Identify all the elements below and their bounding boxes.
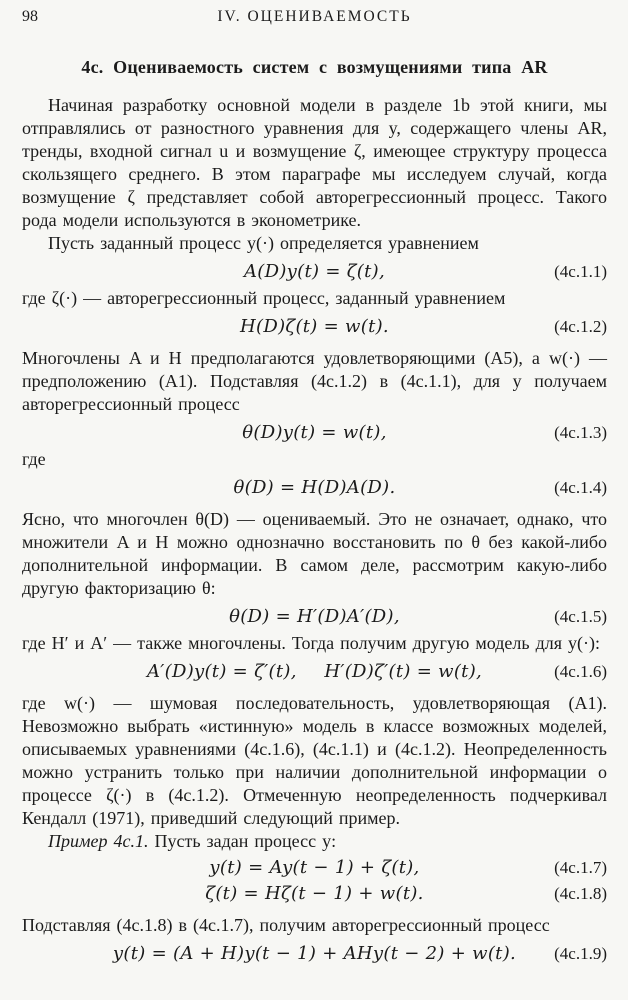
- example-label: Пример 4c.1.: [48, 831, 149, 851]
- equation-tag: (4c.1.4): [554, 478, 607, 497]
- example-text: Пусть задан процесс y:: [148, 831, 337, 851]
- equation-tag: (4c.1.5): [554, 607, 607, 626]
- equation-4c-1-6: [22, 659, 607, 683]
- paragraph-polynomials: Многочлены A и H предполагаются удовлетворяющими (A5), а w(·) — предположению (A1). Подставляя (4c.1.2) в (4c.1.1), для y получаем авторегрессионный процесс: [22, 348, 607, 414]
- equation-formula: θ(D)y(t) = w(t),: [242, 422, 387, 443]
- running-head: IV. ОЦЕНИВАЕМОСТЬ: [217, 8, 412, 25]
- equation-4c-1-2: [22, 314, 607, 338]
- equation-4c-1-4: [22, 475, 607, 499]
- paragraph-process-def: Пусть заданный процесс y(·) определяется уравнением: [48, 233, 479, 253]
- equation-formula: y(t) = Ay(t − 1) + ζ(t),: [209, 857, 420, 878]
- equation-formula: A′(D)y(t) = ζ′(t), H′(D)ζ′(t) = w(t),: [146, 661, 483, 682]
- equation-formula: H(D)ζ(t) = w(t).: [240, 316, 389, 337]
- page-header: [22, 8, 607, 30]
- equation-formula: θ(D) = H′(D)A′(D),: [229, 606, 400, 627]
- paragraph-noise-sequence: где w(·) — шумовая последовательность, удовлетворяющая (A1). Невозможно выбрать «истинную» модель в классе возможных моделей, описываемых уравнениями (4c.1.6), (4c.1.1) и (4c.1.2). Неопределенность можно устранить только при наличии дополнительной информации о процессе ζ(·) в (4c.1.2). Отмеченную неопределенность подчеркивал Кендалл (1971), приведший следующий пример.: [22, 693, 607, 828]
- paragraph-intro: Начиная разработку основной модели в разделе 1b этой книги, мы отправлялись от разностного уравнения для y, содержащего члены AR, тренды, входной сигнал u и возмущение ζ, имеющее структуру процесса скользящего среднего. В этом параграфе мы исследуем случай, когда возмущение ζ представляет собой авторегрессионный процесс. Такого рода модели используются в эконометрике.: [22, 95, 607, 230]
- paragraph-other-model: где H′ и A′ — также многочлены. Тогда получим другую модель для y(·):: [22, 633, 600, 653]
- equation-tag: (4c.1.2): [554, 317, 607, 336]
- equation-tag: (4c.1.7): [554, 858, 607, 877]
- equation-4c-1-3: [22, 420, 607, 444]
- section-title: 4c. Оцениваемость систем с возмущениями типа AR: [81, 57, 548, 77]
- equation-tag: (4c.1.8): [554, 884, 607, 903]
- equation-formula: ζ(t) = Hζ(t − 1) + w(t).: [205, 883, 424, 904]
- equation-4c-1-5: [22, 604, 607, 628]
- equation-4c-1-1: [22, 259, 607, 283]
- equation-formula: A(D)y(t) = ζ(t),: [243, 261, 385, 282]
- page-number: 98: [22, 8, 38, 25]
- paragraph-where: где: [22, 449, 46, 469]
- paragraph-substitution: Подставляя (4c.1.8) в (4c.1.7), получим авторегрессионный процесс: [22, 915, 550, 935]
- paragraph-estimable: Ясно, что многочлен θ(D) — оцениваемый. Это не означает, однако, что множители A и H можно однозначно восстановить по θ без какой-либо дополнительной информации. В самом деле, рассмотрим какую-либо другую факторизацию θ:: [22, 509, 607, 598]
- equation-4c-1-7: [22, 855, 607, 879]
- equation-tag: (4c.1.9): [554, 944, 607, 963]
- paragraph-zeta-def: где ζ(·) — авторегрессионный процесс, заданный уравнением: [22, 288, 506, 308]
- equation-4c-1-9: [22, 941, 607, 965]
- equation-tag: (4c.1.1): [554, 262, 607, 281]
- equation-tag: (4c.1.6): [554, 662, 607, 681]
- equation-tag: (4c.1.3): [554, 423, 607, 442]
- equation-4c-1-8: [22, 881, 607, 905]
- paragraph-example: [22, 830, 607, 853]
- equation-formula: θ(D) = H(D)A(D).: [233, 477, 396, 498]
- equation-formula: y(t) = (A + H)y(t − 1) + AHy(t − 2) + w(t).: [112, 943, 517, 964]
